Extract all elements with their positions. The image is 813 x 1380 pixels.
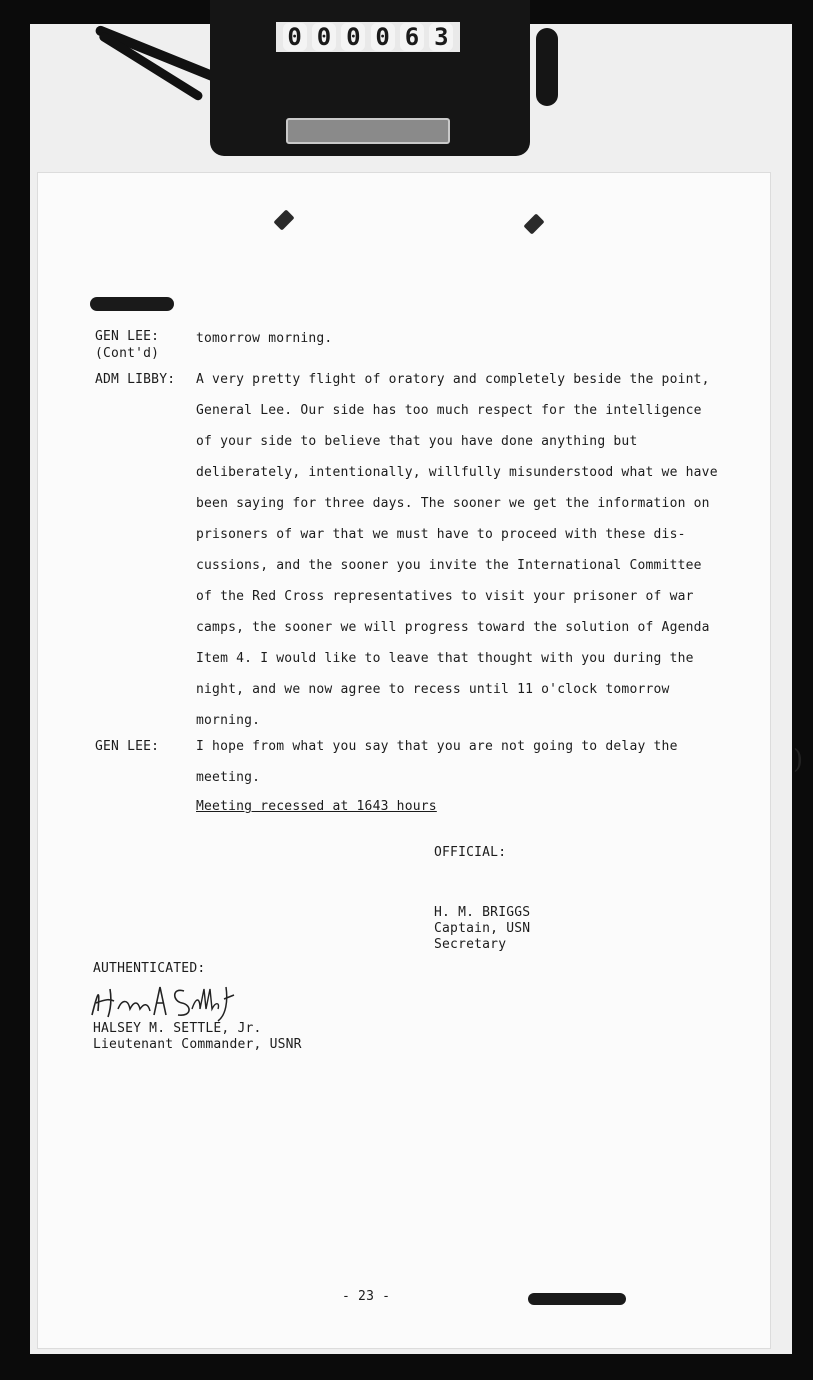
text-line: tomorrow morning. [196, 331, 333, 346]
official-name: H. M. BRIGGS [434, 905, 531, 920]
speaker-label-line: ADM LIBBY: [95, 372, 176, 387]
frame-counter [210, 0, 530, 156]
text-line: I hope from what you say that you are not going to delay the [196, 739, 678, 754]
counter-digit: 0 [283, 23, 307, 51]
text-line: General Lee. Our side has too much respect for the intelligence [196, 403, 702, 418]
document-page [38, 173, 770, 1348]
text-line: deliberately, intentionally, willfully misunderstood what we have [196, 465, 718, 480]
text-line: morning. [196, 713, 261, 728]
counter-window [276, 22, 460, 52]
counter-digit: 6 [400, 23, 424, 51]
recess-note: Meeting recessed at 1643 hours [196, 799, 437, 814]
counter-digit: 0 [341, 23, 365, 51]
page-number: - 23 - [342, 1289, 391, 1304]
speaker-label [95, 329, 159, 361]
official-label: OFFICIAL: [434, 845, 507, 860]
text-line: camps, the sooner we will progress toward the solution of Agenda [196, 620, 710, 635]
counter-knob [536, 28, 558, 106]
authenticator-rank: Lieutenant Commander, USNR [93, 1037, 302, 1052]
text-line: night, and we now agree to recess until 11 o'clock tomorrow [196, 682, 670, 697]
speaker-label [95, 739, 159, 754]
handwritten-signature [88, 981, 238, 1023]
authenticator-name: HALSEY M. SETTLE, Jr. [93, 1021, 262, 1036]
speaker-label-line: GEN LEE: [95, 329, 160, 344]
speaker-label-line: GEN LEE: [95, 739, 160, 754]
counter-plate [286, 118, 450, 144]
redaction-bar [528, 1293, 626, 1305]
text-line: Item 4. I would like to leave that thought with you during the [196, 651, 694, 666]
text-line: been saying for three days. The sooner we get the information on [196, 496, 710, 511]
text-line: cussions, and the sooner you invite the International Committee [196, 558, 702, 573]
redaction-bar [90, 297, 174, 311]
text-line: of the Red Cross representatives to visit your prisoner of war [196, 589, 694, 604]
speaker-label [95, 372, 175, 387]
official-rank: Captain, USN [434, 921, 531, 936]
counter-digit: 0 [312, 23, 336, 51]
text-line: A very pretty flight of oratory and completely beside the point, [196, 372, 710, 387]
edge-mark: ) [793, 745, 804, 775]
text-line: of your side to believe that you have done anything but [196, 434, 638, 449]
speaker-label-line: (Cont'd) [95, 346, 160, 361]
staple-mark [523, 213, 544, 234]
official-title: Secretary [434, 937, 507, 952]
staple-mark [273, 209, 294, 230]
authentication-label: AUTHENTICATED: [93, 961, 206, 976]
text-line: prisoners of war that we must have to proceed with these dis- [196, 527, 686, 542]
text-line: meeting. [196, 770, 261, 785]
counter-digit: 0 [371, 23, 395, 51]
counter-digit: 3 [429, 23, 453, 51]
